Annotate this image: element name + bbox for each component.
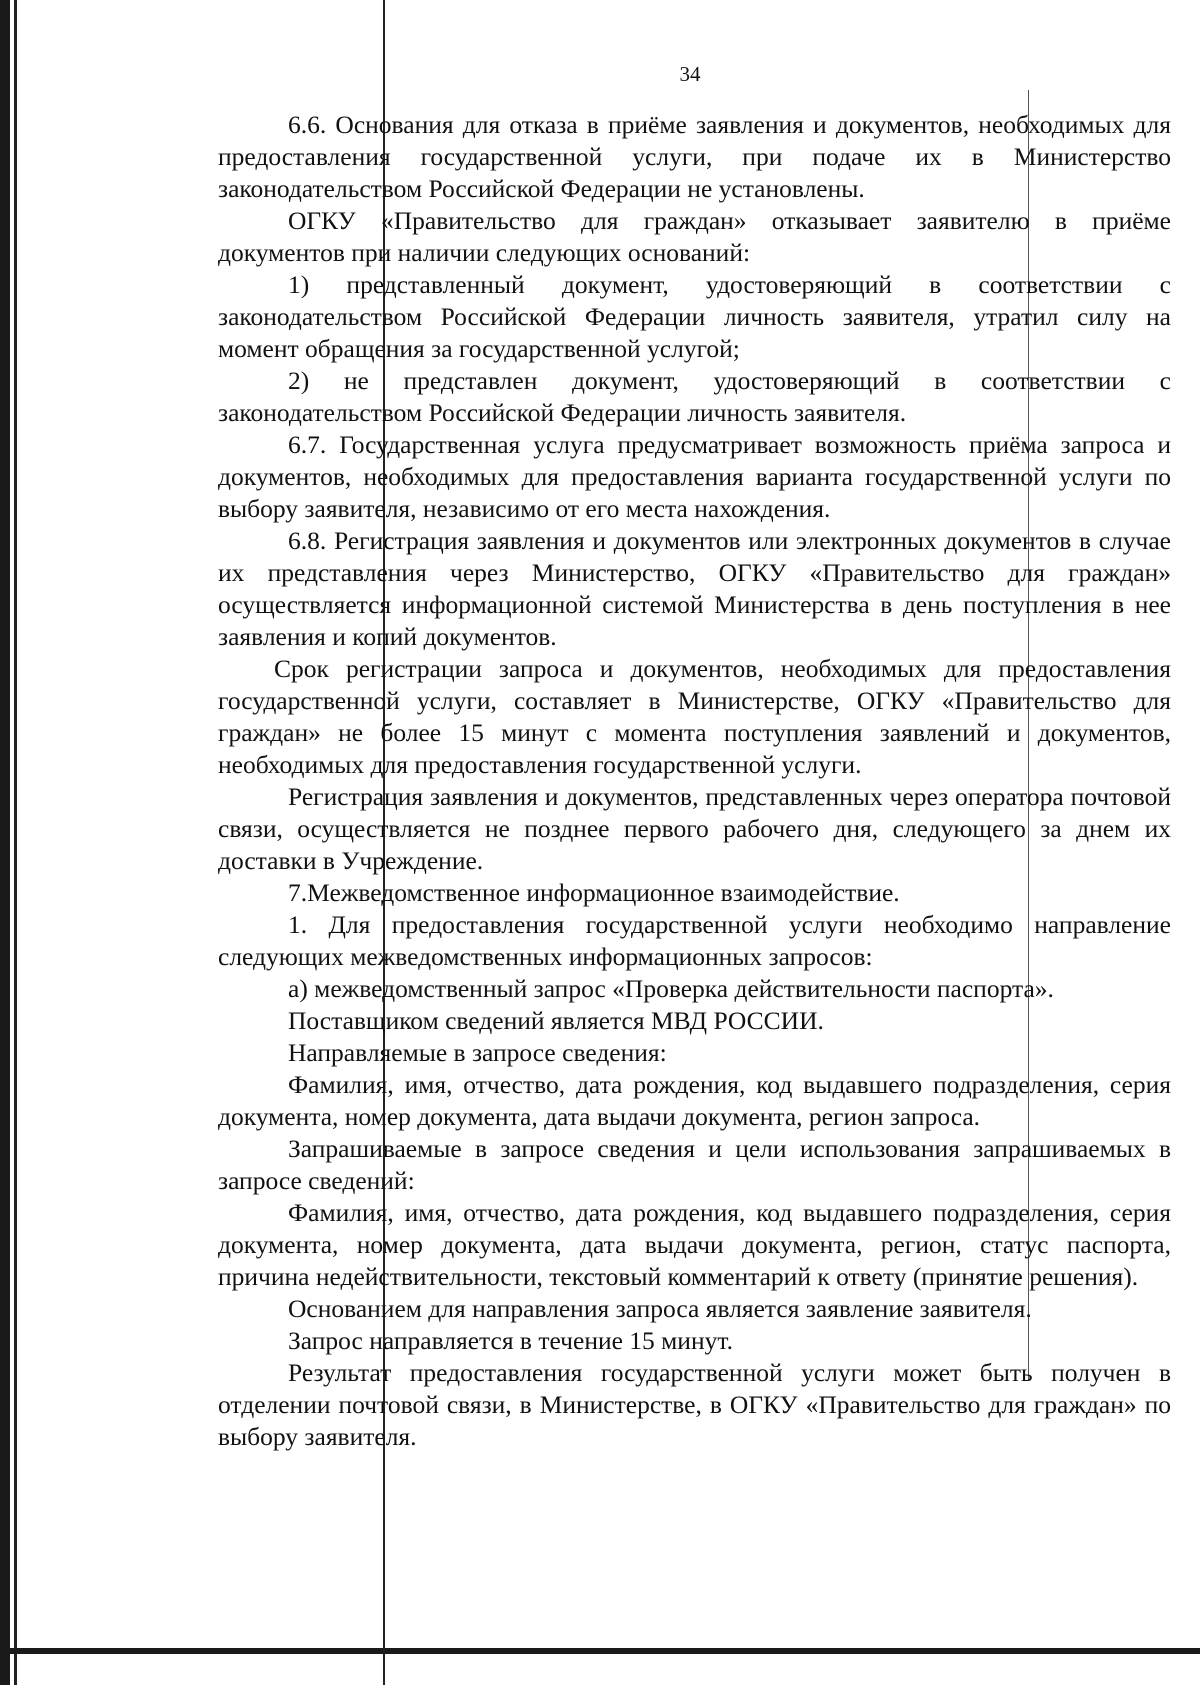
paragraph-6-8: 6.8. Регистрация заявления и документов или электронных документов в случае их представления через Министерство, ОГКУ «Правительство для граждан» осуществляется информационной системой Министерства в день поступления в нее заявления и копий документов. [218,526,1171,651]
document-body [218,109,1171,1453]
scan-border-bottom [0,1648,1200,1654]
section-7-heading: 7.Межведомственное информационное взаимодействие. [288,878,900,907]
scan-border-left-inner [14,0,17,1685]
paragraph-6-7: 6.7. Государственная услуга предусматривает возможность приёма запроса и документов, необходимых для предоставления варианта государственной услуги по выбору заявителя, независимо от его места нахождения. [218,430,1171,523]
page-number: 34 [679,62,701,86]
paragraph-sent-data: Фамилия, имя, отчество, дата рождения, код выдавшего подразделения, серия документа, номер документа, дата выдачи документа, регион запроса. [218,1070,1171,1131]
paragraph-request-time: Запрос направляется в течение 15 минут. [288,1326,733,1355]
paragraph-7-1: 1. Для предоставления государственной услуги необходимо направление следующих межведомственных информационных запросов: [218,910,1171,971]
paragraph-provider: Поставщиком сведений является МВД РОССИИ. [288,1006,824,1035]
paragraph-registration-term: Срок регистрации запроса и документов, необходимых для предоставления государственной услуги, составляет в Министерстве, ОГКУ «Правительство для граждан» не более 15 минут с момента поступления заявлений и документов, необходимых для предоставления государственной услуги. [218,654,1171,779]
paragraph-requested-data: Фамилия, имя, отчество, дата рождения, код выдавшего подразделения, серия документа, номер документа, дата выдачи документа, регион, статус паспорта, причина недействительности, текстовый комментарий к ответу (принятие решения). [218,1198,1171,1291]
paragraph-request-basis: Основанием для направления запроса является заявление заявителя. [288,1294,1032,1323]
scan-border-left [0,0,10,1685]
paragraph-requested-data-heading: Запрашиваемые в запросе сведения и цели использования запрашиваемых в запросе сведений: [218,1134,1171,1195]
paragraph-refusal-item-2: 2) не представлен документ, удостоверяющий в соответствии с законодательством Российской Федерации личность заявителя. [218,366,1171,427]
paragraph-result: Результат предоставления государственной услуги может быть получен в отделении почтовой связи, в Министерстве, в ОГКУ «Правительство для граждан» по выбору заявителя. [218,1358,1171,1451]
paragraph-request-a: а) межведомственный запрос «Проверка действительности паспорта». [288,974,1054,1003]
paragraph-refusal-intro: ОГКУ «Правительство для граждан» отказывает заявителю в приёме документов при наличии следующих оснований: [218,206,1171,267]
paragraph-postal-registration: Регистрация заявления и документов, представленных через оператора почтовой связи, осуществляется не позднее первого рабочего дня, следующего за днем их доставки в Учреждение. [218,782,1171,875]
paragraph-refusal-item-1: 1) представленный документ, удостоверяющий в соответствии с законодательством Российской Федерации личность заявителя, утратил силу на момент обращения за государственной услугой; [218,270,1171,363]
paragraph-sent-data-heading: Направляемые в запросе сведения: [288,1038,667,1067]
paragraph-6-6: 6.6. Основания для отказа в приёме заявления и документов, необходимых для предоставления государственной услуги, при подаче их в Министерство законодательством Российской Федерации не установлены. [218,110,1171,203]
